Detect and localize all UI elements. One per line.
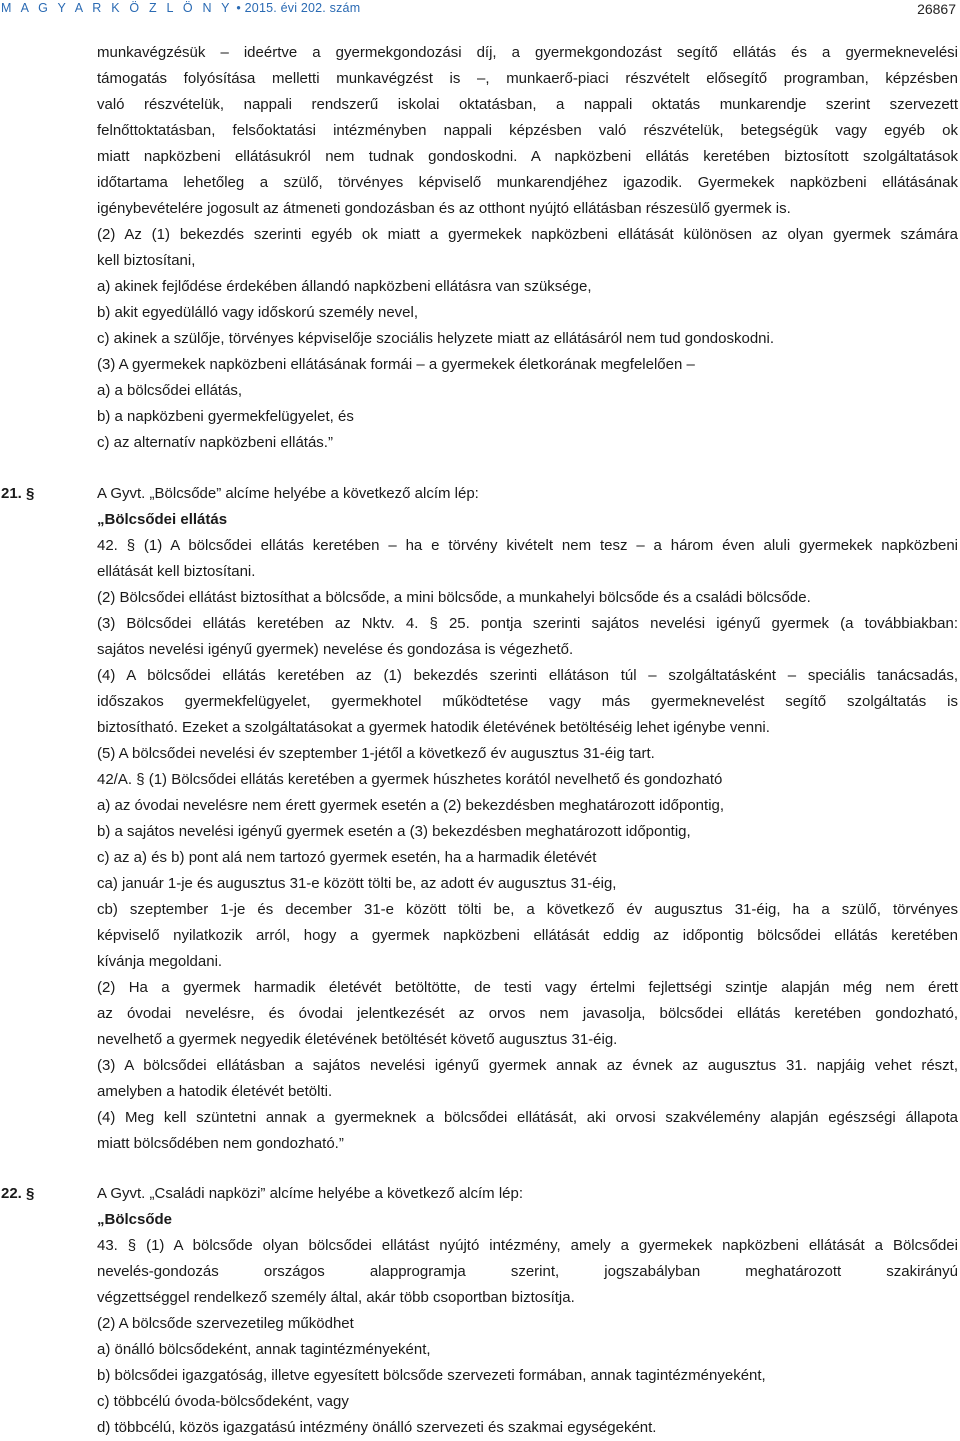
text-line: (2) A bölcsőde szervezetileg működhet (97, 1315, 354, 1332)
text-line: az óvodai nevelésre, és óvodai jelentkezését az orvos nem javasolja, bölcsődei ellátás keretében gondozható, (97, 1005, 958, 1022)
journal-name: M A G Y A R K Ö Z L Ö N Y (1, 1, 233, 15)
text-line: c) az alternatív napközbeni ellátás.” (97, 434, 333, 451)
text-line: miatt bölcsődében nem gondozható.” (97, 1135, 344, 1152)
text-line: időszakos gyermekfelügyelet, gyermekhotel működtetése vagy más gyermeknevelést segítő szolgáltatás is (97, 693, 958, 710)
text-line: c) akinek a szülője, törvényes képviselője szociális helyzete miatt az ellátásáról nem tud gondoskodni. (97, 330, 775, 347)
subtitle-bolcsodei-ellatas: „Bölcsődei ellátás (97, 511, 228, 528)
section-number-22: 22. § (1, 1185, 35, 1202)
text-line: (2) Az (1) bekezdés szerinti egyéb ok miatt a gyermekek napközbeni ellátását különösen az olyan gyermek számára (97, 226, 958, 243)
text-line: (3) Bölcsődei ellátás keretében az Nktv. 4. § 25. pontja szerinti sajátos nevelési igényű gyermek (a továbbiakban: (97, 615, 958, 632)
amendment-intro: A Gyvt. „Bölcsőde” alcíme helyébe a következő alcím lép: (97, 485, 479, 502)
text-line: a) önálló bölcsődeként, annak tagintézményeként, (97, 1341, 431, 1358)
amendment-intro: A Gyvt. „Családi napközi” alcíme helyébe a következő alcím lép: (97, 1185, 524, 1202)
text-line: kívánja megoldani. (97, 953, 223, 970)
journal-title-issue (1, 1, 360, 15)
text-line: c) az a) és b) pont alá nem tartozó gyermek esetén, ha a harmadik életévét (97, 849, 597, 866)
header-bullet: • (236, 1, 241, 15)
page-number: 26867 (917, 1, 956, 17)
text-line: miatt napközbeni ellátásukról nem tudnak gondoskodni. A napközbeni ellátás keretében biztosított szolgáltatások (97, 148, 958, 165)
issue-number: 2015. évi 202. szám (244, 1, 361, 15)
text-line: kell biztosítani, (97, 252, 196, 269)
text-line: végzettséggel rendelkező személy által, akár több csoportban biztosítja. (97, 1289, 575, 1306)
text-line: b) a napközbeni gyermekfelügyelet, és (97, 408, 354, 425)
text-line: nevelhető a gyermek negyedik életévének betöltését követő augusztus 31-éig. (97, 1031, 618, 1048)
text-line: d) többcélú, közös igazgatású intézmény önálló szervezeti és szakmai egységeként. (97, 1419, 657, 1436)
text-line: b) bölcsődei igazgatóság, illetve egyesített bölcsőde szervezeti formában, annak tagintézményeként, (97, 1367, 766, 1384)
page-header (0, 0, 960, 20)
text-line: (3) A bölcsődei ellátásban a sajátos nevelési igényű gyermek annak az évnek az augusztus 31. napjáig vehet részt, (97, 1057, 958, 1074)
text-line: ca) január 1-je és augusztus 31-e között tölti be, az adott év augusztus 31-éig, (97, 875, 617, 892)
text-line: (2) Bölcsődei ellátást biztosíthat a bölcsőde, a mini bölcsőde, a munkahelyi bölcsőde és a családi bölcsőde. (97, 589, 811, 606)
section-number-21: 21. § (1, 485, 35, 502)
text-line: támogatás folyósítása melletti munkavégzést is –, munkaerő-piaci részvételt elősegítő programban, képzésben (97, 70, 958, 87)
text-line: c) többcélú óvoda-bölcsődeként, vagy (97, 1393, 349, 1410)
text-line: ellátását kell biztosítani. (97, 563, 256, 580)
text-line: a) az óvodai nevelésre nem érett gyermek esetén a (2) bekezdésben meghatározott időpontig, (97, 797, 725, 814)
text-line: nevelés-gondozás országos alapprogramja szerint, jogszabályban meghatározott szakirányú (97, 1263, 958, 1280)
text-line: munkavégzésük – ideértve a gyermekgondozási díj, a gyermekgondozást segítő ellátás és a gyermeknevelési (97, 44, 958, 61)
text-line: való részvételük, nappali rendszerű iskolai oktatásban, a nappali oktatás munkarendje szerint szervezett (97, 96, 958, 113)
text-line: igénybevételére jogosult az átmeneti gondozásban és az otthont nyújtó ellátásban részesülő gyermek is. (97, 200, 791, 217)
text-line: biztosítható. Ezeket a szolgáltatásokat a gyermek hatodik életévének betöltéséig lehet igénybe venni. (97, 719, 770, 736)
text-line: a) akinek fejlődése érdekében állandó napközbeni ellátásra van szüksége, (97, 278, 592, 295)
text-line: képviselő nyilatkozik arról, hogy a gyermek napközbeni ellátását eddig az időpontig bölcsődei ellátás keretében (97, 927, 958, 944)
text-line: b) akit egyedülálló vagy időskorú személy nevel, (97, 304, 418, 321)
subtitle-bolcsode: „Bölcsőde (97, 1211, 173, 1228)
text-line: (4) Meg kell szüntetni annak a gyermeknek a bölcsődei ellátását, aki orvosi szakvélemény alapján egészségi állapota (97, 1109, 958, 1126)
text-line: a) a bölcsődei ellátás, (97, 382, 243, 399)
text-line: (2) Ha a gyermek harmadik életévét betöltötte, de testi vagy értelmi fejlettségi szintje alapján még nem érett (97, 979, 958, 996)
text-line: cb) szeptember 1-je és december 31-e között tölti be, a következő év augusztus 31-éig, ha a szülő, törvényes (97, 901, 958, 918)
text-line: időtartama lehetőleg a szülő, törvényes képviselő munkarendjéhez igazodik. Gyermekek napközbeni ellátásának (97, 174, 958, 191)
text-line: amelyben a hatodik életévét betölti. (97, 1083, 333, 1100)
text-line: (4) A bölcsődei ellátás keretében az (1) bekezdés szerinti ellátáson túl – szolgáltatásként – speciális tanácsadás, (97, 667, 958, 684)
text-line: 42. § (1) A bölcsődei ellátás keretében – ha e törvény kivételt nem tesz – a három éven aluli gyermekek napközbeni (97, 537, 958, 554)
text-line: sajátos nevelési igényű gyermek) nevelése és gondozása is végezhető. (97, 641, 574, 658)
text-line: 43. § (1) A bölcsőde olyan bölcsődei ellátást nyújtó intézmény, amely a gyermekek napközbeni ellátását a Bölcsődei (97, 1237, 958, 1254)
text-line: 42/A. § (1) Bölcsődei ellátás keretében a gyermek húszhetes korától nevelhető és gondozható (97, 771, 723, 788)
text-line: (3) A gyermekek napközbeni ellátásának formái – a gyermekek életkorának megfelelően – (97, 356, 695, 373)
text-line: b) a sajátos nevelési igényű gyermek esetén a (3) bekezdésben meghatározott időpontig, (97, 823, 691, 840)
text-line: felnőttoktatásban, felsőoktatási intézményben nappali képzésben való részvételük, betegségük vagy egyéb ok (97, 122, 958, 139)
text-line: (5) A bölcsődei nevelési év szeptember 1-jétől a következő év augusztus 31-éig tart. (97, 745, 655, 762)
